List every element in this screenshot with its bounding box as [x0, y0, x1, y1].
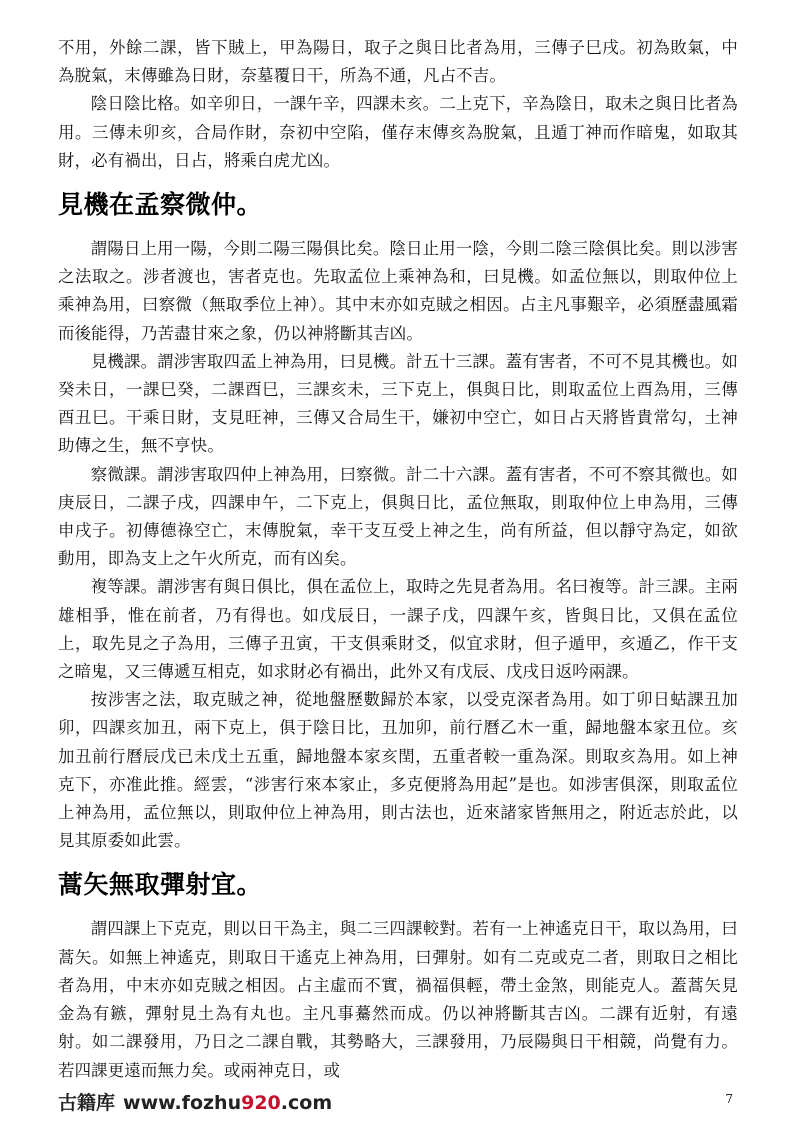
paragraph: 謂四課上下克克，則以日干為主，與二三四課較對。若有一上神遙克日干，取以為用，曰蒿矢。如無上神遙克，則取日干遙克上神為用，曰彈射。如有二克或克二者，則取日之相比者為用，中末亦如克賊之相因。占主虛而不實，禍福俱輕，帶土金煞，則能克人。蓋蒿矢見金為有鏃，彈射見土為有丸也。主凡事驀然而成。仍以神將斷其吉凶。二課有近射，有遠射。如二課發用，乃日之二課自戰，其勢略大，三課發用，乃辰陽與日干相競，尚覺有力。若四課更遠而無力矣。或兩神克日，或	[58, 919, 738, 1080]
page-number: 7	[725, 1092, 733, 1106]
site-name: 古籍库	[58, 1092, 116, 1114]
paragraph: 察微課。謂涉害取四仲上神為用，曰察微。計二十六課。蓋有害者，不可不察其微也。如庚辰日，二課子戌，四課申午，二下克上，俱與日比，孟位無取，則取仲位上申為用，三傳申戌子。初傳德祿空亡，末傳脫氣，幸干支互受上神之生，尚有所益，但以靜守為定，如欲動用，即為支上之午火所克，而有凶矣。	[58, 464, 738, 569]
paragraph: 按涉害之法，取克賊之神，從地盤歷數歸於本家，以受克深者為用。如丁卯日蛄課丑加卯，四課亥加丑，兩下克上，俱于陰日比，丑加卯，前行曆乙木一重，歸地盤本家丑位。亥加丑前行曆辰戊已未戊土五重，歸地盤本家亥閏，五重者較一重為深。則取亥為用。如上神克下，亦准此推。經雲，“涉害行來本家止，多克便將為用起”是也。如涉害俱深，則取孟位上神為用，孟位無以，則取仲位上神為用，則古法也，近來諸家皆無用之，附近志於此，以見其原委如此雲。	[58, 690, 738, 851]
site-url-prefix: www.fozhu	[123, 1092, 242, 1114]
paragraph: 陰日陰比格。如辛卯日，一課午辛，四課未亥。二上克下，辛為陰日，取未之與日比者為用。三傳未卯亥，合局作財，奈初中空陷，僅存末傳亥為脫氣，且遁丁神而作暗鬼，如取其財，必有禍出，日占，將乘白虎尤凶。	[58, 94, 738, 170]
footer-watermark	[58, 1088, 332, 1115]
paragraph: 複等課。謂涉害有與日俱比，俱在孟位上，取時之先見者為用。名曰複等。計三課。主兩雄相爭，惟在前者，乃有得也。如戊辰日，一課子戊，四課午亥，皆與日比，又俱在孟位上，取先見之子為用，三傳子丑寅，干支俱乘財爻，似宜求財，但子遁甲，亥遁乙，作干支之暗鬼，又三傳遞互相克，如求財必有禍出，此外又有戊辰、戊戌日返吟兩課。	[58, 577, 738, 682]
site-url-number: 920	[241, 1092, 281, 1114]
paragraph: 謂陽日上用一陽，今則二陽三陽俱比矣。陰日止用一陰，今則二陰三陰俱比矣。則以涉害之法取之。涉者渡也，害者克也。先取孟位上乘神為和，曰見機。如孟位無以，則取仲位上乘神為用，曰察微（無取季位上神）。其中末亦如克賊之相因。占主凡事艱辛，必須歷盡風霜而後能得，乃苦盡甘來之象，仍以神將斷其吉凶。	[58, 239, 738, 343]
paragraph: 見機課。謂涉害取四孟上神為用，曰見機。計五十三課。蓋有害者，不可不見其機也。如癸未日，一課巳癸，二課酉巳，三課亥未，三下克上，俱與日比，則取孟位上酉為用，三傳酉丑巳。干乘日財，支見旺神，三傳又合局生干，嫌初中空亡，如日占天將皆貴常勾，土神助傳之生，無不亨快。	[58, 351, 738, 456]
site-url-suffix: .com	[280, 1092, 333, 1114]
text-body	[58, 34, 738, 1085]
section-heading: 蒿矢無取彈射宜。	[58, 870, 263, 900]
paragraph: 不用，外餘二課，皆下賊上，甲為陽日，取子之與日比者為用，三傳子巳戌。初為敗氣，中為脫氣，末傳雖為日財，奈墓覆日干，所為不通，凡占不吉。	[58, 38, 738, 86]
section-heading: 見機在孟察微仲。	[58, 190, 263, 220]
